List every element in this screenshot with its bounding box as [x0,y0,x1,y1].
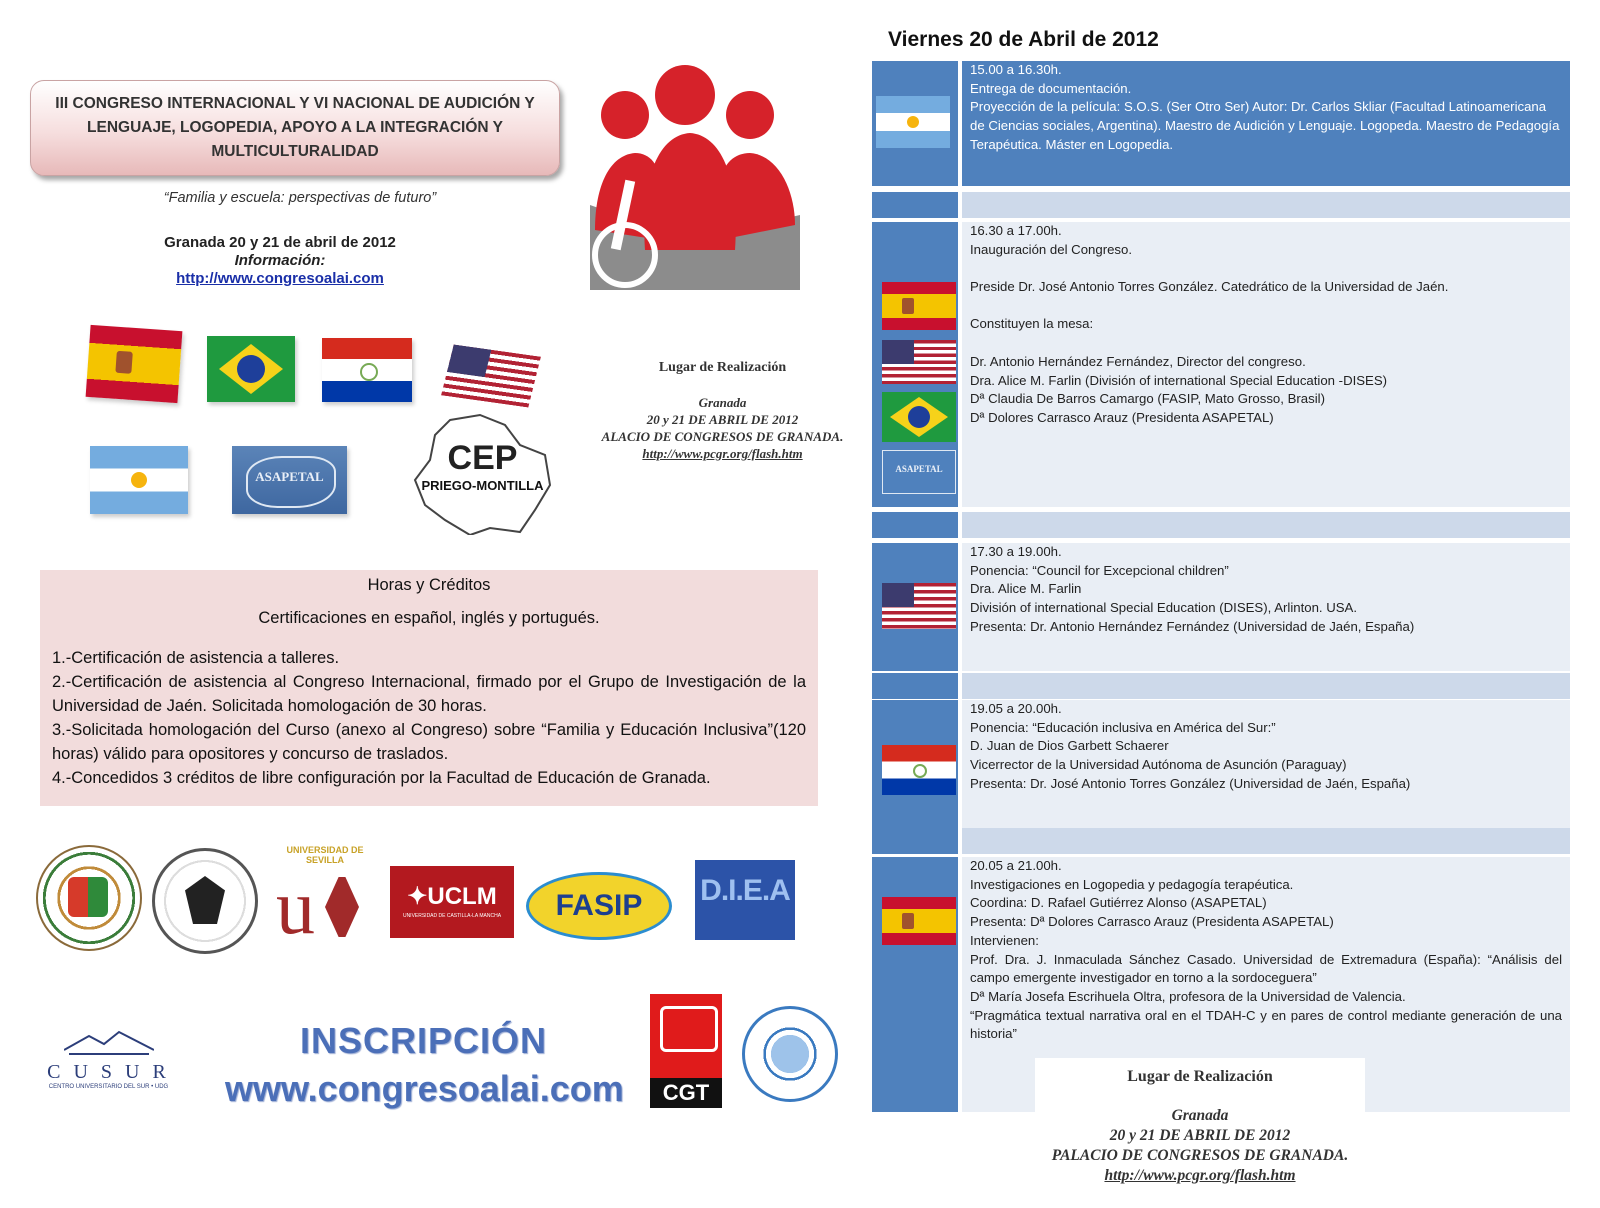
paraguay-flag-icon [882,745,956,795]
usa-flag-icon [441,345,541,408]
credits-subheading: Certificaciones en español, inglés y portugués. [258,609,600,627]
univ-almeria-seal-icon [742,1006,838,1102]
session-line: Proyección de la película: S.O.S. (Ser Otro Ser) Autor: Dr. Carlos Skliar (Facultad Latinoamericana de Ciencias sociales, Argentina). Maestro de Audición y Lenguaje. Logopeda. Maestro de Pedagogía Terapéutica. Máster en Logopedia. [970,99,1560,152]
univ-jaen-seal-icon [36,845,142,951]
venue-heading: Lugar de Realización [658,360,787,375]
session-member: Dra. Alice M. Farlin (División of international Special Education -DISES) [970,372,1388,388]
session-line: Vicerrector de la Universidad Autónoma de Asunción (Paraguay) [970,757,1347,773]
session-flag-cell [872,61,958,186]
venue-dates: 20 y 21 DE ABRIL DE 2012 [1109,1127,1291,1144]
diea-logo [695,860,795,940]
sevilla-arc-text: UNIVERSIDAD DE SEVILLA [286,845,364,865]
session-flag-cell [872,857,958,1112]
inscription-link[interactable]: www.congresoalai.com [225,1068,624,1109]
diea-text: D.I.E.A [700,874,790,907]
session-2 [962,222,1570,507]
schedule-separator [872,673,1570,699]
univ-sevilla-logo [270,845,380,955]
credits-box [40,570,818,806]
session-3 [962,543,1570,671]
paraguay-flag-icon [322,338,412,402]
venue-block-left [590,360,855,462]
session-title: Inauguración del Congreso. [970,241,1133,257]
session-member: Dª Claudia De Barros Camargo (FASIP, Mato Grosso, Brasil) [970,391,1325,407]
credits-heading: Horas y Créditos [367,576,491,594]
cep-logo [410,410,555,535]
uclm-subtext: UNIVERSIDAD DE CASTILLA-LA MANCHA [402,913,502,919]
univ-granada-seal-icon [152,848,258,954]
inscription-title: INSCRIPCIÓN [300,1020,548,1061]
session-line: Prof. Dra. J. Inmaculada Sánchez Casado. Universidad de Extremadura (España): “Análisis del campo emergente investigador en torno a la sordoceguera” [970,951,1562,986]
venue-city: Granada [1171,1107,1229,1124]
info-label: Información: [234,252,326,269]
congress-title: III CONGRESO INTERNACIONAL Y VI NACIONAL DE AUDICIÓN Y LENGUAJE, LOGOPEDIA, APOYO A LA INTEGRACIÓN Y MULTICULTURALIDAD [55,95,535,160]
session-preside: Preside Dr. José Antonio Torres González. Catedrático de la Universidad de Jaén. [970,279,1449,295]
venue-link[interactable]: http://www.pcgr.org/flash.htm [1104,1167,1296,1184]
schedule-day-title: Viernes 20 de Abril de 2012 [888,28,1159,51]
usa-flag-icon [882,583,956,629]
venue-dates: 20 y 21 DE ABRIL DE 2012 [646,412,799,427]
session-flag-cell [872,700,958,828]
session-line: Presenta: Dª Dolores Carrasco Arauz (Presidenta ASAPETAL) [970,914,1334,930]
brazil-flag-icon [882,392,956,442]
session-1 [962,61,1570,186]
asapetal-logo-text: ASAPETAL [255,469,324,484]
spain-flag-icon [86,325,183,403]
session-line: Ponencia: “Educación inclusiva en América del Sur:” [970,719,1276,735]
venue-place: ALACIO DE CONGRESOS DE GRANADA. [601,429,844,444]
venue-city: Granada [698,395,747,410]
session-line: D. Juan de Dios Garbett Schaerer [970,738,1169,754]
venue-heading: Lugar de Realización [1127,1068,1273,1085]
session-member: Dª Dolores Carrasco Arauz (Presidenta ASAPETAL) [970,409,1274,425]
info-link[interactable]: http://www.congresoalai.com [176,270,384,287]
venue-link[interactable]: http://www.pcgr.org/flash.htm [642,446,803,461]
session-flag-cell [872,543,958,671]
session-time: 20.05 a 21.00h. [970,858,1062,873]
session-line: Entrega de documentación. [970,80,1132,96]
credit-item: 4.-Concedidos 3 créditos de libre configuración por la Facultad de Educación de Granada. [52,769,711,787]
session-time: 15.00 a 16.30h. [970,62,1062,77]
session-line: “Pragmática textual narrativa oral en el TDAH-C y en pares de control mediante generación de una historia” [970,1007,1562,1042]
usa-flag-icon [882,340,956,384]
schedule-separator [872,828,1570,854]
session-member: Dr. Antonio Hernández Fernández, Director del congreso. [970,353,1306,369]
session-4 [962,700,1570,828]
sevilla-u: u [276,863,315,950]
session-line: Investigaciones en Logopedia y pedagogía terapéutica. [970,876,1294,892]
session-time: 17.30 a 19.00h. [970,544,1062,559]
session-mesa: Constituyen la mesa: [970,316,1094,332]
credit-item: 3.-Solicitada homologación del Curso (anexo al Congreso) sobre “Familia y Educación Inclusiva”(120 horas) válido para opositores y concurso de traslados. [52,721,806,763]
cusur-text: C U S U R [47,1061,170,1083]
congress-subtitle: “Familia y escuela: perspectivas de futuro” [163,190,437,206]
uclm-logo [390,866,514,938]
session-time: 19.05 a 20.00h. [970,701,1062,716]
fasip-logo [526,872,672,940]
cgt-logo [650,994,722,1108]
argentina-flag-icon [90,446,188,514]
asapetal-flag-icon [882,450,956,494]
fasip-text: FASIP [555,889,643,922]
asapetal-flag-icon [232,446,347,514]
venue-place: PALACIO DE CONGRESOS DE GRANADA. [1051,1147,1349,1164]
people-logo [590,65,810,295]
schedule-separator [872,512,1570,538]
cusur-subtext: CENTRO UNIVERSITARIO DEL SUR • UDG [48,1084,169,1090]
spain-flag-icon [882,897,956,945]
session-line: Presenta: Dr. José Antonio Torres González (Universidad de Jaén, España) [970,775,1411,791]
cep-logo-text: CEP [447,439,518,477]
session-line: Dª María Josefa Escrihuela Oltra, profesora de la Universidad de Valencia. [970,988,1406,1004]
session-line: Dra. Alice M. Farlin [970,581,1082,597]
brazil-flag-icon [207,336,295,402]
session-line: Coordina: D. Rafael Gutiérrez Alonso (ASAPETAL) [970,895,1267,911]
uclm-text: ✦UCLM [407,883,497,910]
session-time: 16.30 a 17.00h. [970,223,1062,238]
spain-flag-icon [882,282,956,330]
congress-dates-block [120,234,440,288]
congress-title-box [30,80,560,176]
cgt-text: CGT [650,1078,722,1108]
cep-logo-sub: PRIEGO-MONTILLA [421,478,544,493]
session-line: Intervienen: [970,932,1039,948]
credit-item: 1.-Certificación de asistencia a talleres. [52,649,340,667]
schedule-separator [872,192,1570,218]
session-flag-cell [872,222,958,507]
cusur-logo [36,1028,181,1100]
credit-item: 2.-Certificación de asistencia al Congreso Internacional, firmado por el Grupo de Investigación de la Universidad de Jaén. Solicitada homologación de 30 horas. [52,673,806,715]
venue-block-right [1035,1058,1365,1208]
session-line: Presenta: Dr. Antonio Hernández Fernández (Universidad de Jaén, España) [970,618,1415,634]
argentina-flag-icon [876,96,950,148]
congress-dates: Granada 20 y 21 de abril de 2012 [164,234,396,251]
session-line: División of international Special Education (DISES), Arlinton. USA. [970,600,1358,616]
asapetal-flag-text: ASAPETAL [895,464,943,474]
session-line: Ponencia: “Council for Excepcional children” [970,562,1229,578]
cusur-mountain-icon [64,1028,154,1056]
